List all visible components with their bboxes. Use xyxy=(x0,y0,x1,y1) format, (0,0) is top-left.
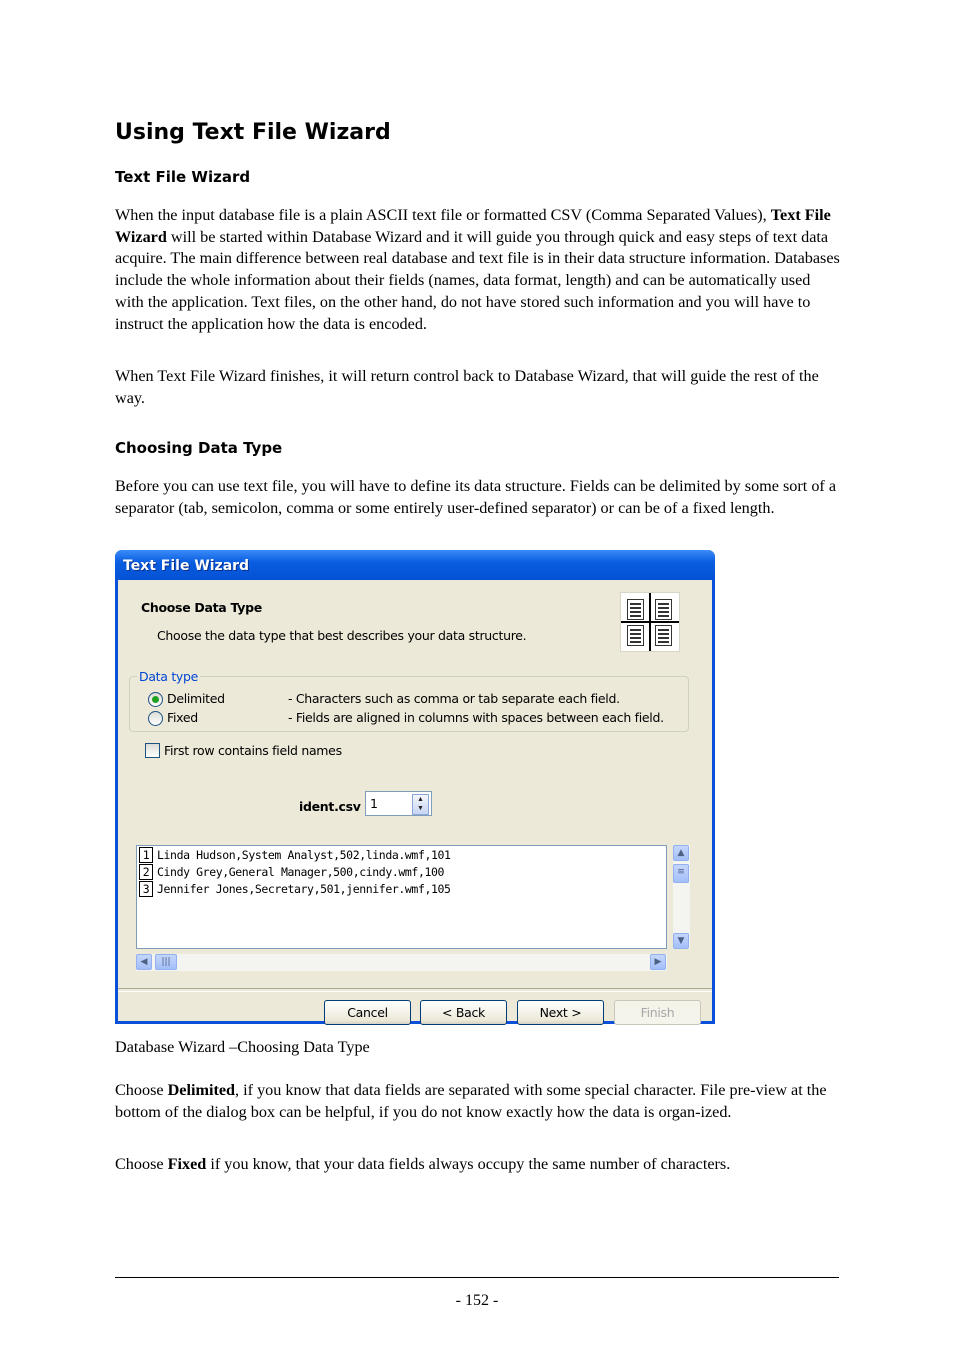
figure-caption: Database Wizard –Choosing Data Type xyxy=(115,1038,370,1056)
scroll-left-icon[interactable]: ◀ xyxy=(136,954,152,970)
preview-vertical-scrollbar[interactable] xyxy=(673,845,690,949)
intro-paragraph: When the input database file is a plain ASCII text file or formatted CSV (Comma Separated Values), Text File Wizard will be started within Database Wizard and it will guide you through quick and easy steps of text data acquire. The main difference between real database and text file is in their data structure information. Databases include the whole information about their fields (names, data format, length) and can be automatically used with the application. Text files, on the other hand, do not have stored such information and you will have to instruct the application how the data is encoded. xyxy=(115,206,840,333)
wizard-columns-icon xyxy=(620,592,680,652)
fixed-paragraph: Choose Fixed if you know, that your data fields always occupy the same number of characters. xyxy=(115,1155,731,1173)
delimited-description: - Characters such as comma or tab separate each field. xyxy=(288,691,620,706)
data-type-paragraph: Before you can use text file, you will have to define its data structure. Fields can be delimited by some sort of a separator (tab, semicolon, comma or some entirely user-defined separator) or can be of a fixed length. xyxy=(115,477,837,517)
page-number: - 152 - xyxy=(455,1292,499,1309)
fixed-radio[interactable] xyxy=(148,711,163,726)
first-row-checkbox[interactable] xyxy=(145,743,160,758)
dialog-title: Text File Wizard xyxy=(123,558,250,574)
delimited-radio-label[interactable]: Delimited xyxy=(167,691,225,706)
preview-row: 2 Cindy Grey,General Manager,500,cindy.wmf,100 xyxy=(139,864,444,880)
data-type-group-label: Data type xyxy=(139,669,199,684)
button-divider xyxy=(118,988,712,992)
cancel-button[interactable]: Cancel xyxy=(324,1000,411,1025)
scroll-down-icon[interactable]: ▼ xyxy=(673,933,689,949)
scroll-up-icon[interactable]: ▲ xyxy=(673,845,689,861)
dialog-body xyxy=(118,580,712,1021)
scroll-thumb[interactable]: ||| xyxy=(155,954,177,970)
finish-paragraph: When Text File Wizard finishes, it will return control back to Database Wizard, that will guide the rest of the way. xyxy=(115,367,819,407)
fixed-description: - Fields are aligned in columns with spaces between each field. xyxy=(288,710,664,725)
preview-file-name: ident.csv xyxy=(299,799,361,814)
delimited-paragraph: Choose Delimited, if you know that data fields are separated with some special character. File pre-view at the bottom of the dialog box can be helpful, if you do not know exactly how the data is organ-ized. xyxy=(115,1081,827,1121)
footer-rule xyxy=(115,1277,839,1278)
section-heading-choosing-data-type: Choosing Data Type xyxy=(115,439,283,457)
page-title: Using Text File Wizard xyxy=(115,120,391,145)
scroll-thumb[interactable]: ≡ xyxy=(673,864,689,883)
next-button[interactable]: Next > xyxy=(517,1000,604,1025)
preview-row: 1 Linda Hudson,System Analyst,502,linda.wmf,101 xyxy=(139,847,451,863)
section-heading-text-file-wizard: Text File Wizard xyxy=(115,168,251,186)
text-file-wizard-dialog xyxy=(115,550,715,1024)
step-title: Choose Data Type xyxy=(141,600,262,615)
start-row-spinner[interactable] xyxy=(365,791,432,816)
back-button[interactable]: < Back xyxy=(420,1000,507,1025)
scroll-right-icon[interactable]: ▶ xyxy=(650,954,666,970)
start-row-value[interactable]: 1 xyxy=(370,796,378,811)
dialog-header xyxy=(118,580,712,658)
delimited-radio[interactable] xyxy=(148,692,163,707)
first-row-checkbox-label[interactable]: First row contains field names xyxy=(164,743,342,758)
dialog-title-bar xyxy=(115,550,715,580)
finish-button[interactable]: Finish xyxy=(614,1000,701,1025)
file-preview[interactable] xyxy=(136,845,667,949)
spin-arrows-icon[interactable]: ▲ ▼ xyxy=(412,794,429,815)
preview-horizontal-scrollbar[interactable] xyxy=(136,954,667,971)
step-description: Choose the data type that best describes your data structure. xyxy=(157,628,527,643)
preview-row: 3 Jennifer Jones,Secretary,501,jennifer.wmf,105 xyxy=(139,881,451,897)
fixed-radio-label[interactable]: Fixed xyxy=(167,710,198,725)
